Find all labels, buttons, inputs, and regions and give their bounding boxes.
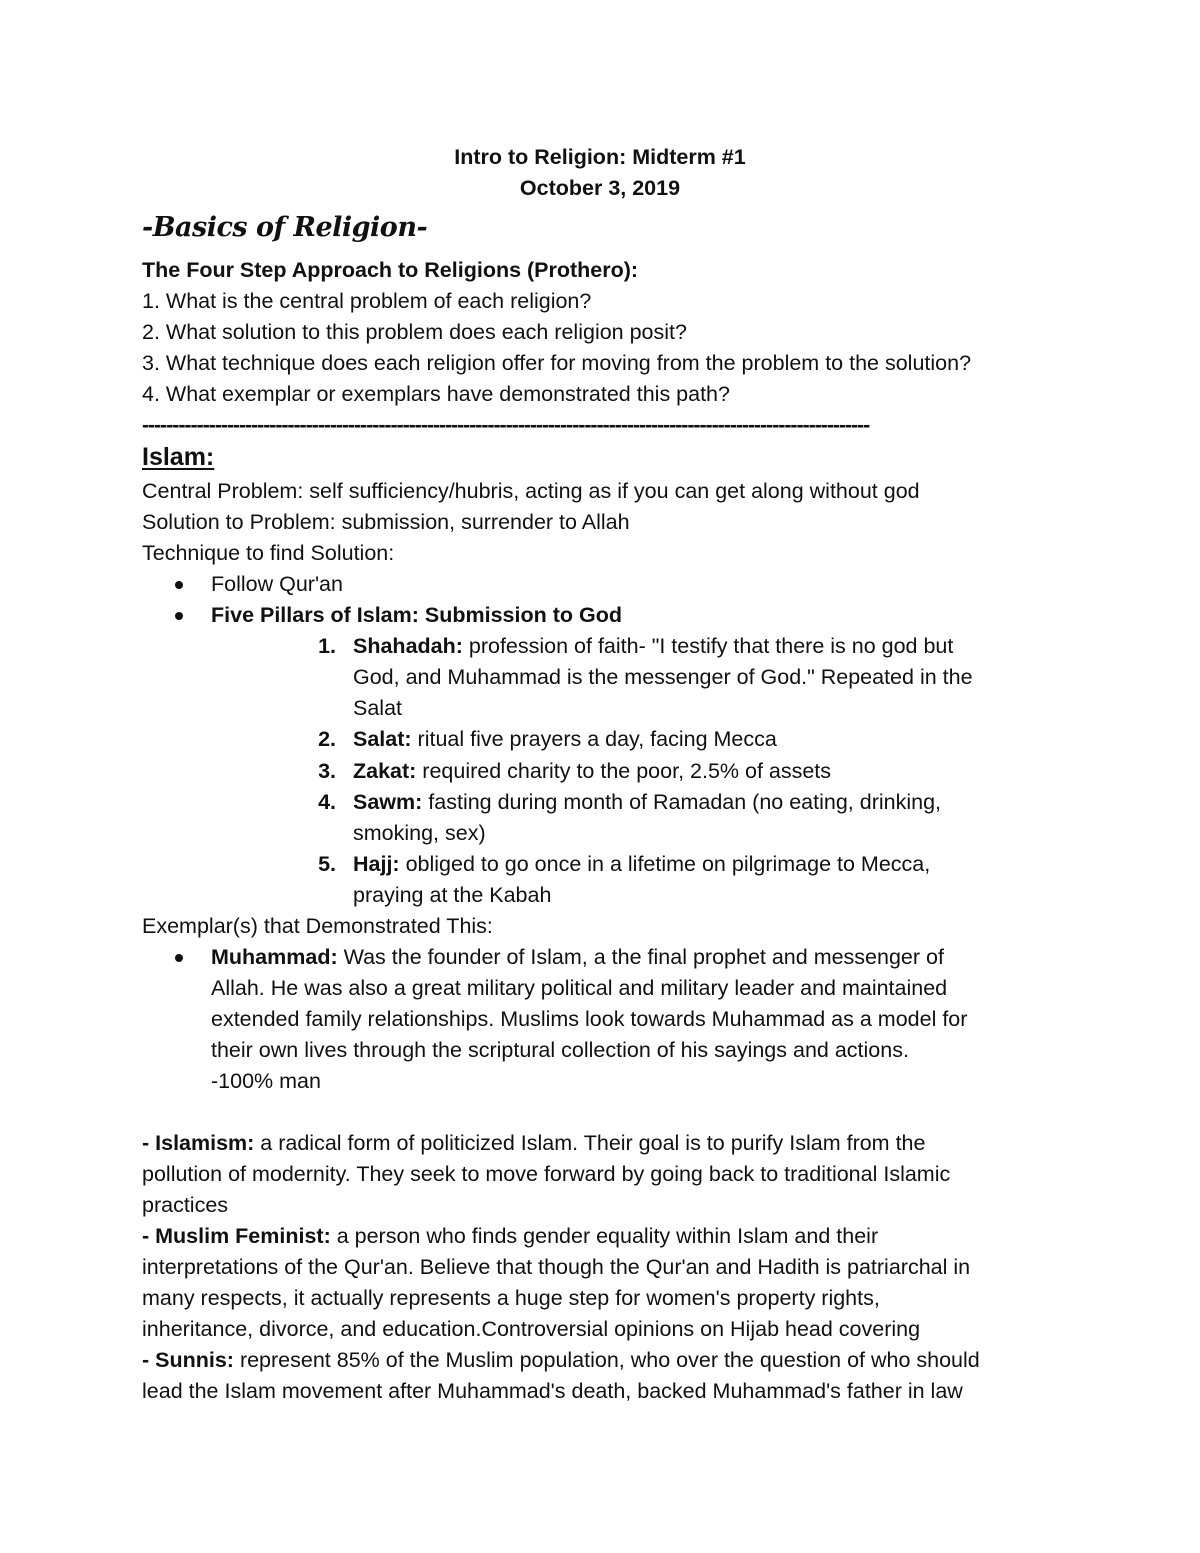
exemplar-item: [211, 942, 944, 973]
pillar-number: 4.: [318, 790, 336, 814]
pillar-term: Hajj:: [353, 852, 400, 876]
pillar-term: Sawm:: [353, 790, 423, 814]
pillar-term: Zakat:: [353, 759, 417, 783]
definition-text: lead the Islam movement after Muhammad's death, backed Muhammad's father in law: [142, 1379, 963, 1403]
definition-text: inheritance, divorce, and education.Controversial opinions on Hijab head covering: [142, 1317, 921, 1341]
technique-label: Technique to find Solution:: [142, 541, 395, 565]
exemplar-text: Was the founder of Islam, a the final prophet and messenger of: [337, 945, 944, 969]
definition-term: - Muslim Feminist:: [142, 1224, 331, 1248]
exemplar-text: -100% man: [211, 1069, 321, 1093]
technique-item: Follow Qur'an: [211, 572, 343, 596]
definition-term: - Islamism:: [142, 1131, 255, 1155]
bullet-icon: [172, 942, 186, 956]
definition-text: represent 85% of the Muslim population, who over the question of who should: [233, 1348, 980, 1372]
definition-text: practices: [142, 1193, 229, 1217]
exemplar-term: Muhammad:: [211, 945, 338, 969]
pillar-number: 2.: [318, 727, 336, 751]
pillar-item: [353, 787, 941, 818]
approach-title: The Four Step Approach to Religions (Prothero):: [142, 258, 639, 282]
exemplar-label: Exemplar(s) that Demonstrated This:: [142, 914, 493, 938]
pillar-text: obliged to go once in a lifetime on pilgrimage to Mecca,: [399, 852, 931, 876]
exemplar-text: extended family relationships. Muslims look towards Muhammad as a model for: [211, 1007, 968, 1031]
definition-muslim-feminist: [142, 1221, 878, 1252]
pillar-text: required charity to the poor, 2.5% of assets: [416, 759, 832, 783]
pillar-item: [353, 724, 777, 755]
pillar-number: 3.: [318, 759, 336, 783]
pillar-item: [353, 631, 953, 662]
pillar-text: fasting during month of Ramadan (no eating, drinking,: [422, 790, 942, 814]
bullet-icon: [172, 569, 186, 583]
definition-text: many respects, it actually represents a huge step for women's property rights,: [142, 1286, 880, 1310]
section-divider: ------------------------------------------------------------------------------------------------------------------------: [142, 413, 870, 437]
exemplar-text: their own lives through the scriptural collection of his sayings and actions.: [211, 1038, 909, 1062]
pillar-item: [353, 849, 930, 880]
definition-text: a person who finds gender equality within Islam and their: [330, 1224, 879, 1248]
technique-item: Five Pillars of Islam: Submission to God: [211, 603, 622, 627]
definition-sunnis: [142, 1345, 980, 1376]
definition-islamism: [142, 1128, 925, 1159]
pillar-text: praying at the Kabah: [353, 883, 552, 907]
question-4: 4. What exemplar or exemplars have demonstrated this path?: [142, 382, 730, 406]
question-1: 1. What is the central problem of each religion?: [142, 289, 592, 313]
pillar-item: [353, 756, 831, 787]
pillar-number: 5.: [318, 852, 336, 876]
pillar-text: ritual five prayers a day, facing Mecca: [411, 727, 777, 751]
pillar-term: Shahadah:: [353, 634, 463, 658]
question-3: 3. What technique does each religion offer for moving from the problem to the solution?: [142, 351, 972, 375]
pillar-text: smoking, sex): [353, 821, 486, 845]
bullet-icon: [172, 600, 186, 614]
section-heading-basics: -Basics of Religion-: [142, 212, 428, 243]
exemplar-text: Allah. He was also a great military political and military leader and maintained: [211, 976, 948, 1000]
solution: Solution to Problem: submission, surrender to Allah: [142, 510, 630, 534]
pillar-term: Salat:: [353, 727, 412, 751]
section-heading-islam: Islam:: [142, 443, 215, 471]
pillar-text: God, and Muhammad is the messenger of God." Repeated in the: [353, 665, 973, 689]
document-date: October 3, 2019: [519, 176, 681, 200]
pillar-text: Salat: [353, 696, 403, 720]
definition-text: interpretations of the Qur'an. Believe that though the Qur'an and Hadith is patriarchal in: [142, 1255, 971, 1279]
question-2: 2. What solution to this problem does each religion posit?: [142, 320, 687, 344]
document-title: Intro to Religion: Midterm #1: [454, 145, 746, 169]
definition-text: a radical form of politicized Islam. Their goal is to purify Islam from the: [254, 1131, 926, 1155]
pillar-text: profession of faith- "I testify that there is no god but: [462, 634, 954, 658]
central-problem: Central Problem: self sufficiency/hubris, acting as if you can get along without god: [142, 479, 920, 503]
definition-text: pollution of modernity. They seek to move forward by going back to traditional Islamic: [142, 1162, 951, 1186]
definition-term: - Sunnis:: [142, 1348, 234, 1372]
pillar-number: 1.: [318, 634, 336, 658]
